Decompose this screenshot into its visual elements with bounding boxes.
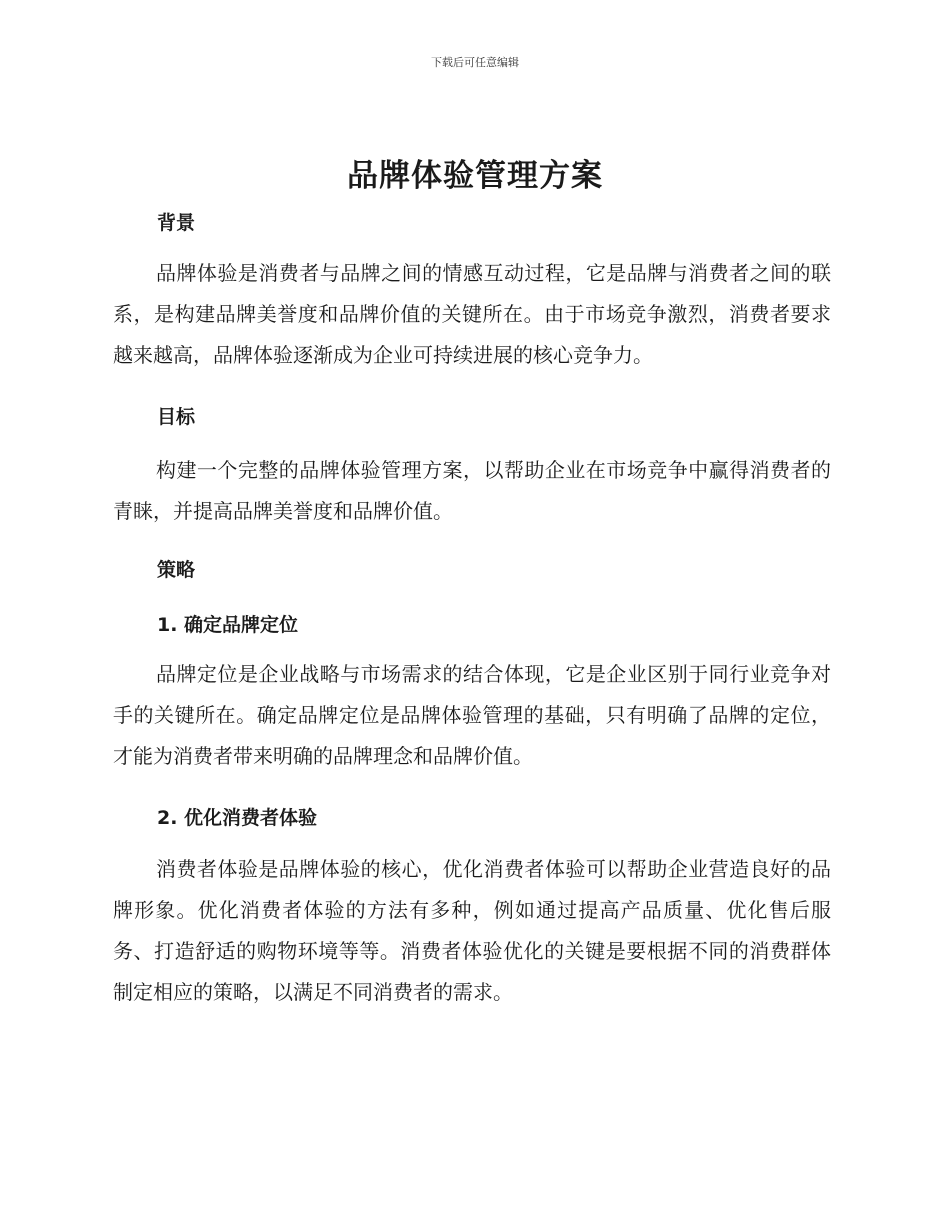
section-heading-goal: 目标 [157,406,196,428]
paragraph-brand-positioning: 品牌定位是企业战略与市场需求的结合体现，它是企业区别于同行业竞争对手的关键所在。确定品牌定位是品牌体验管理的基础，只有明确了品牌的定位，才能为消费者带来明确的品牌理念和品牌价值。 [113,662,831,768]
header-note: 下载后可任意编辑 [431,56,519,69]
paragraph-consumer-experience: 消费者体验是品牌体验的核心，优化消费者体验可以帮助企业营造良好的品牌形象。优化消费者体验的方法有多种，例如通过提高产品质量、优化售后服务、打造舒适的购物环境等等。消费者体验优化的关键是要根据不同的消费群体制定相应的策略，以满足不同消费者的需求。 [113,857,831,1004]
paragraph-goal: 构建一个完整的品牌体验管理方案，以帮助企业在市场竞争中赢得消费者的青睐，并提高品牌美誉度和品牌价值。 [113,458,831,523]
document-title: 品牌体验管理方案 [347,158,603,194]
section-heading-strategy: 策略 [157,559,196,581]
subsection-heading-consumer-experience: 2. 优化消费者体验 [157,807,318,829]
paragraph-background: 品牌体验是消费者与品牌之间的情感互动过程，它是品牌与消费者之间的联系，是构建品牌美誉度和品牌价值的关键所在。由于市场竞争激烈，消费者要求越来越高，品牌体验逐渐成为企业可持续进展的核心竞争力。 [113,261,831,367]
section-heading-background: 背景 [157,212,196,234]
subsection-heading-brand-positioning: 1. 确定品牌定位 [157,614,299,636]
